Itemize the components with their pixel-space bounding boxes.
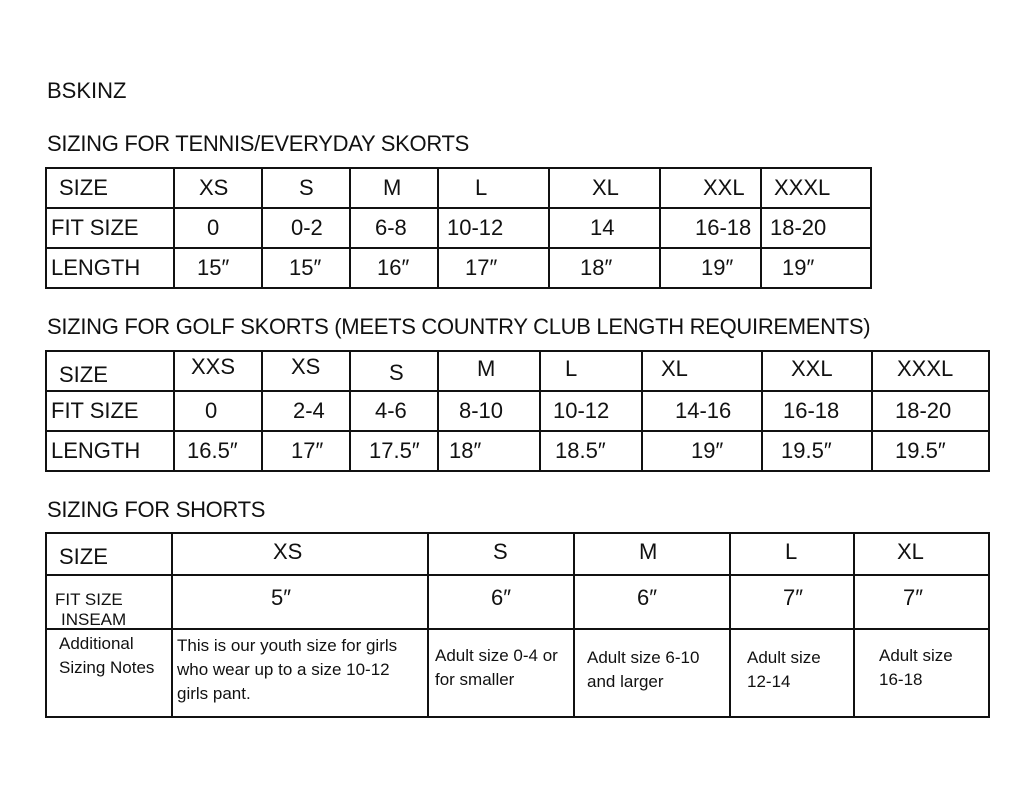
table-row xyxy=(46,208,871,248)
table-row xyxy=(46,629,989,717)
table-cell: XXL xyxy=(703,175,745,200)
table-cell: 2-4 xyxy=(293,398,325,423)
table-cell: 16-18 xyxy=(695,215,752,240)
table-cell: XS xyxy=(291,354,321,380)
table-cell: 17″ xyxy=(291,438,324,463)
table-cell: 19″ xyxy=(701,255,734,280)
table-cell: 19.5″ xyxy=(895,438,946,463)
table-cell: 16″ xyxy=(377,255,410,280)
table-cell: 5″ xyxy=(271,584,292,610)
table-row xyxy=(46,351,989,391)
table-cell: 10-12 xyxy=(447,215,504,240)
table-cell: 6″ xyxy=(637,584,658,610)
table-row xyxy=(46,168,871,208)
table-cell: 18.5″ xyxy=(555,438,606,463)
table-cell: 8-10 xyxy=(459,398,504,423)
table-cell: 7″ xyxy=(783,584,804,610)
row-label: SIZE xyxy=(59,175,108,200)
table-row xyxy=(46,431,989,471)
table-cell: 0-2 xyxy=(291,215,323,240)
table-cell: XS xyxy=(273,539,303,564)
table-cell: 19″ xyxy=(782,255,815,280)
table-row xyxy=(46,248,871,288)
table-cell: 15″ xyxy=(197,255,230,280)
row-label: SIZE xyxy=(59,361,108,387)
table-cell: 18″ xyxy=(580,255,613,280)
row-label: FIT SIZE xyxy=(51,215,139,240)
golf-heading: SIZING FOR GOLF SKORTS (MEETS COUNTRY CLUB LENGTH REQUIREMENTS) xyxy=(47,314,871,339)
table-cell: Adult size 16-18 xyxy=(879,646,953,689)
table-cell: XL xyxy=(897,539,924,564)
table-cell: 7″ xyxy=(903,584,924,610)
table-cell: S xyxy=(493,539,508,564)
shorts-size-table xyxy=(45,532,990,718)
table-cell: XL xyxy=(661,356,688,382)
table-cell: Adult size 0-4 or for smaller xyxy=(435,646,558,689)
table-cell: S xyxy=(389,359,404,385)
table-cell: 19.5″ xyxy=(781,438,832,463)
row-label: LENGTH xyxy=(51,255,141,280)
row-label: FIT SIZE xyxy=(51,398,139,423)
table-cell: M xyxy=(383,175,402,200)
table-cell: XL xyxy=(592,175,619,200)
table-cell: 6-8 xyxy=(375,215,407,240)
table-row xyxy=(46,391,989,431)
table-cell: 14-16 xyxy=(675,398,732,423)
brand-name: BSKINZ xyxy=(47,78,127,103)
table-cell: 4-6 xyxy=(375,398,407,423)
table-cell: 17″ xyxy=(465,255,498,280)
row-label: LENGTH xyxy=(51,438,141,463)
table-cell: XS xyxy=(199,175,229,200)
golf-size-table xyxy=(45,350,990,472)
table-cell: M xyxy=(477,356,496,382)
table-cell: L xyxy=(785,539,798,564)
table-cell: 17.5″ xyxy=(369,438,420,463)
table-row xyxy=(46,533,989,575)
table-cell: 19″ xyxy=(691,438,724,463)
inseam-label: INSEAM xyxy=(61,610,127,629)
table-cell: 0 xyxy=(207,215,220,240)
table-cell: 14 xyxy=(590,215,615,240)
tennis-heading: SIZING FOR TENNIS/EVERYDAY SKORTS xyxy=(47,131,470,156)
table-cell: S xyxy=(299,175,314,200)
table-cell: L xyxy=(475,175,488,200)
table-cell: 18-20 xyxy=(770,215,827,240)
shorts-heading: SIZING FOR SHORTS xyxy=(47,497,266,522)
table-cell: 0 xyxy=(205,398,218,423)
notes-label: Additional Sizing Notes xyxy=(59,634,155,677)
table-cell: Adult size 6-10 and larger xyxy=(587,648,700,691)
table-cell: XXXL xyxy=(774,175,831,200)
table-cell: 18″ xyxy=(449,438,482,463)
table-cell: M xyxy=(639,539,658,564)
table-cell: 16-18 xyxy=(783,398,840,423)
table-cell: Adult size 12-14 xyxy=(747,648,821,691)
table-cell: XXS xyxy=(191,354,236,380)
fit-size-label: FIT SIZE xyxy=(55,590,123,609)
table-cell: 10-12 xyxy=(553,398,610,423)
table-cell: This is our youth size for girls who wear up to a size 10-12 girls pant. xyxy=(177,636,398,703)
table-cell: 16.5″ xyxy=(187,438,238,463)
row-label: SIZE xyxy=(59,544,108,570)
table-cell: L xyxy=(565,356,578,382)
tennis-size-table xyxy=(45,167,872,289)
table-row xyxy=(46,575,989,629)
table-cell: 18-20 xyxy=(895,398,952,423)
table-cell: XXL xyxy=(791,356,833,382)
table-cell: 6″ xyxy=(491,584,512,610)
table-cell: 15″ xyxy=(289,255,322,280)
table-cell: XXXL xyxy=(897,356,954,382)
